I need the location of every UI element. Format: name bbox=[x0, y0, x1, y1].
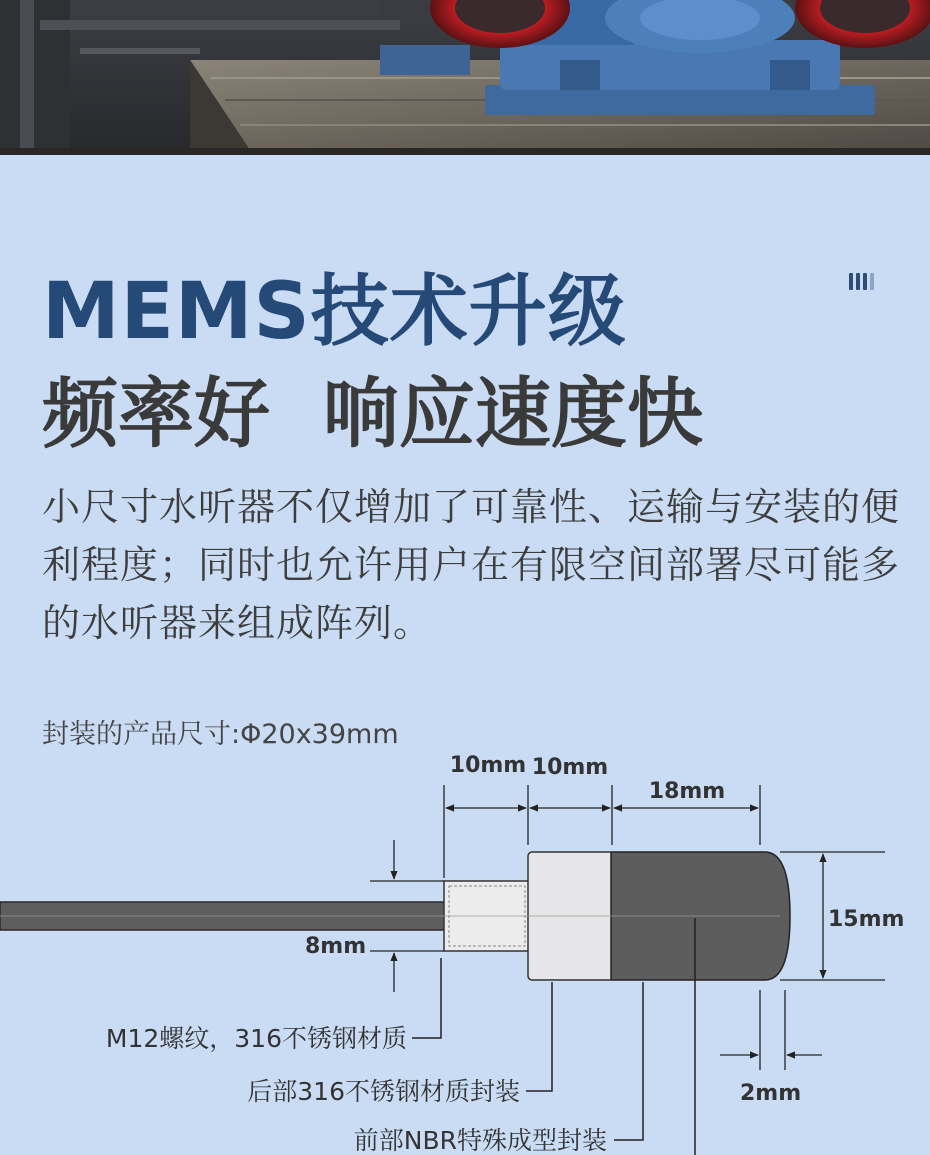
hero-image bbox=[0, 0, 930, 155]
dim-rear-length: 10mm bbox=[531, 755, 609, 780]
dim-front-length: 18mm bbox=[648, 779, 726, 804]
description-text: 小尺寸水听器不仅增加了可靠性、运输与安装的便利程度；同时也允许用户在有限空间部署尽可能多的水听器来组成阵列。 bbox=[42, 485, 901, 645]
headline-subtitle: 频率好 响应速度快 bbox=[42, 369, 703, 458]
callout-front: 前部NBR特殊成型封装 bbox=[353, 1126, 607, 1155]
hydrophone-diagram bbox=[0, 740, 930, 1155]
headline-title: MEMS技术升级 bbox=[42, 267, 627, 357]
dim-height: 15mm bbox=[828, 907, 905, 932]
dim-thread-diameter: 8mm bbox=[305, 934, 367, 959]
callout-rear: 后部316不锈钢材质封装 bbox=[247, 1077, 520, 1106]
menu-bars-icon bbox=[849, 272, 879, 296]
dim-tip: 2mm bbox=[740, 1081, 802, 1106]
callout-thread: M12螺纹，316不锈钢材质 bbox=[105, 1024, 407, 1053]
dimensions-caption: 封装的产品尺寸:Φ20x39mm bbox=[42, 719, 399, 750]
dim-thread-length: 10mm bbox=[449, 753, 527, 778]
